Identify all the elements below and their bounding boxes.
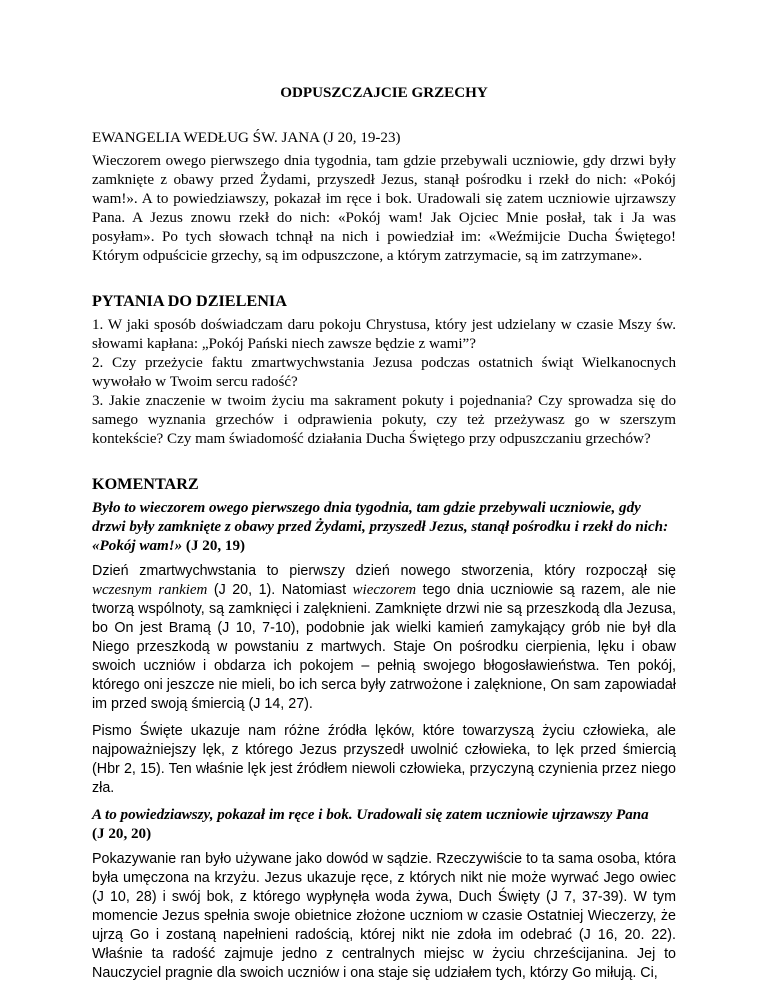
commentary-paragraph [92, 562, 676, 714]
quote-reference: (J 20, 19) [182, 538, 246, 554]
commentary-quote-heading [92, 499, 676, 556]
gospel-heading: EWANGELIA WEDŁUG ŚW. JANA (J 20, 19-23) [92, 130, 401, 146]
paragraph-text: (J 20, 1). Natomiast [207, 582, 353, 598]
paragraph-italic: wczesnym rankiem [92, 582, 208, 598]
quote-text: A to powiedziawszy, pokazał im ręce i bok. Uradowali się zatem uczniowie ujrzawszy Pana [92, 807, 649, 823]
gospel-text: Wieczorem owego pierwszego dnia tygodnia, tam gdzie przebywali uczniowie, gdy drzwi były zamknięte z obawy przed Żydami, przyszedł Jezus, stanął pośrodku i rzekł do nich: «Pokój wam!». A to powiedziawszy, pokazał im ręce i bok. Uradowali się zatem uczniowie ujrzawszy Pana. A Jezus znowu rzekł do nich: «Pokój wam! Jak Ojciec Mnie posłał, tak i Ja was posyłam». Po tych słowach tchnął na nich i powiedział im: «Weźmijcie Ducha Świętego! Którym odpuścicie grzechy, są im odpuszczone, a którym zatrzymacie, są im zatrzymane». [92, 153, 676, 264]
commentary-paragraph: Pismo Święte ukazuje nam różne źródła lęków, które towarzyszą życiu człowieka, ale najpoważniejszy lęk, z którego Jezus przyszedł uwolnić człowieka, to lęk przed śmiercią (Hbr 2, 15). Ten właśnie lęk jest źródłem niewoli człowieka, przyczyną czynienia przez niego zła. [92, 723, 676, 796]
paragraph-text: tego dnia uczniowie są razem, ale nie tworzą wspólnoty, są zamknięci i zalęknieni. Zamknięte drzwi nie są przeszkodą dla Jezusa, bo On jest Bramą (J 10, 7-10), podobnie jak wielki kamień zamykający grób nie był dla Niego przeszkodą w powstaniu z martwych. Staje On pośrodku cierpienia, lęku i obaw swoich uczniów i obdarza ich pokojem – pełnią swojego błogosławieństwa. Ten pokój, którego oni jeszcze nie mieli, bo ich serca były zatrwożone i zalęknione, On sam zapowiadał im przed swoją śmiercią (J 14, 27). [92, 582, 676, 712]
question-item: 2. Czy przeżycie faktu zmartwychwstania Jezusa podczas ostatnich świąt Wielkanocnych wywołało w Twoim sercu radość? [92, 355, 676, 390]
question-item: 1. W jaki sposób doświadczam daru pokoju Chrystusa, który jest udzielany w czasie Mszy św. słowami kapłana: „Pokój Pański niech zawsze będzie z wami”? [92, 317, 676, 352]
document-title: ODPUSZCZAJCIE GRZECHY [280, 85, 488, 101]
paragraph-text: Dzień zmartwychwstania to pierwszy dzień nowego stworzenia, który rozpoczął się [92, 563, 676, 579]
questions-list [92, 316, 676, 449]
commentary-heading: KOMENTARZ [92, 475, 199, 493]
quote-reference: (J 20, 20) [92, 826, 152, 842]
commentary-quote-heading [92, 806, 676, 844]
quote-text: Było to wieczorem owego pierwszego dnia tygodnia, tam gdzie przebywali uczniowie, gdy drzwi były zamknięte z obawy przed Żydami, przyszedł Jezus, stanął pośrodku i rzekł do nich: «Pokój wam!» [92, 500, 669, 554]
question-item: 3. Jakie znaczenie w twoim życiu ma sakrament pokuty i pojednania? Czy sprowadza się do samego wyznania grzechów i odprawienia pokuty, czy też przeżywasz go w szerszym kontekście? Czy mam świadomość działania Ducha Świętego przy odpuszczaniu grzechów? [92, 393, 676, 447]
paragraph-italic: wieczorem [352, 582, 417, 598]
commentary-paragraph: Pokazywanie ran było używane jako dowód w sądzie. Rzeczywiście to ta sama osoba, która była umęczona na krzyżu. Jezus ukazuje ręce, z których nikt nie może wyrwać Jego owiec (J 10, 28) i swój bok, z którego wypłynęła woda żywa, Duch Święty (J 7, 37-39). W tym momencie Jezus spełnia swoje obietnice złożone uczniom w czasie Ostatniej Wieczerzy, że ujrzą Go i zostaną napełnieni radością, której nikt nie zdoła im odebrać (J 16, 20. 22). Właśnie ta radość zajmuje jedno z centralnych miejsc w życiu chrześcijanina. Jej to Nauczyciel pragnie dla swoich uczniów i ona staje się udziałem tych, którzy Go miłują. Ci, [92, 851, 676, 981]
questions-heading: PYTANIA DO DZIELENIA [92, 292, 287, 310]
